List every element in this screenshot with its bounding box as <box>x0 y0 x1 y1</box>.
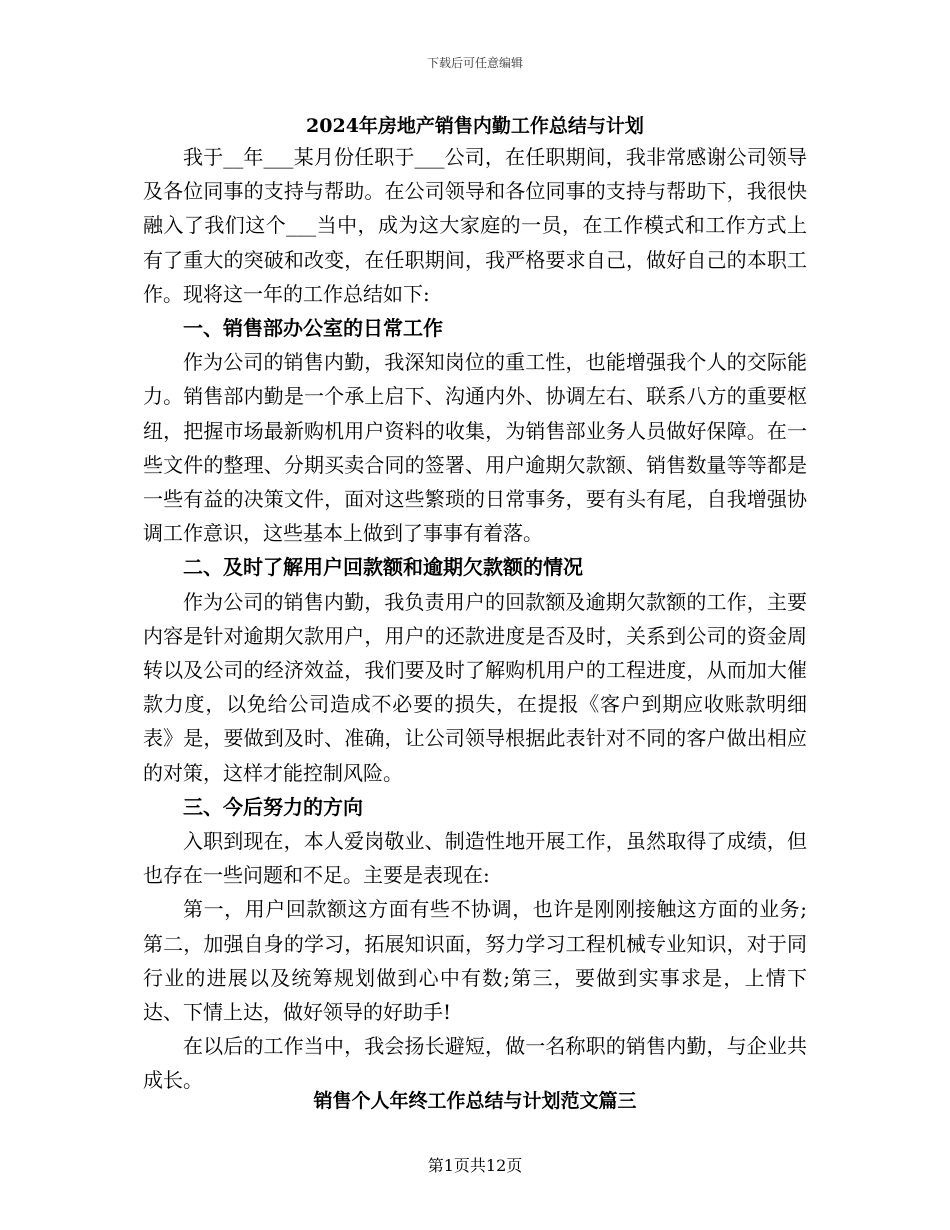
body-paragraph: 作为公司的销售内勤，我深知岗位的重工性，也能增强我个人的交际能力。销售部内勤是一个承上启下、沟通内外、协调左右、联系八方的重要枢纽，把握市场最新购机用户资料的收集，为销售部业务人员做好保障。在一些文件的整理、分期买卖合同的签署、用户逾期欠款额、销售数量等等都是一些有益的决策文件，面对这些繁琐的日常事务，要有头有尾，自我增强协调工作意识，这些基本上做到了事事有着落。 <box>143 350 807 546</box>
document-title: 2024年房地产销售内勤工作总结与计划 <box>306 115 644 137</box>
next-section-title: 销售个人年终工作总结与计划范文篇三 <box>313 1090 637 1112</box>
section-heading-3: 三、今后努力的方向 <box>183 794 363 819</box>
body-paragraph: 作为公司的销售内勤，我负责用户的回款额及逾期欠款额的工作，主要内容是针对逾期欠款用户，用户的还款进度是否及时，关系到公司的资金周转以及公司的经济效益，我们要及时了解购机用户的工程进度，从而加大催款力度，以免给公司造成不必要的损失，在提报《客户到期应收账款明细表》是，要做到及时、准确，让公司领导根据此表针对不同的客户做出相应的对策，这样才能控制风险。 <box>143 589 807 785</box>
page-number: 第1页共12页 <box>427 1156 523 1175</box>
body-paragraph: 入职到现在，本人爱岗敬业、制造性地开展工作，虽然取得了成绩，但也存在一些问题和不足。主要是表现在: <box>143 829 807 888</box>
intro-paragraph: 我于__年___某月份任职于___公司，在任职期间，我非常感谢公司领导及各位同事的支持与帮助。在公司领导和各位同事的支持与帮助下，我很快融入了我们这个___当中，成为这大家庭的一员，在工作模式和工作方式上有了重大的突破和改变，在任职期间，我严格要求自己，做好自己的本职工作。现将这一年的工作总结如下: <box>143 145 807 306</box>
body-paragraph: 在以后的工作当中，我会扬长避短，做一名称职的销售内勤，与企业共成长。 <box>143 1034 807 1093</box>
header-note: 下载后可任意编辑 <box>426 56 523 70</box>
section-heading-1: 一、销售部办公室的日常工作 <box>183 316 443 341</box>
document-body <box>143 140 807 1098</box>
body-paragraph: 第一，用户回款额这方面有些不协调，也许是刚刚接触这方面的业务;第二，加强自身的学习，拓展知识面，努力学习工程机械专业知识，对于同行业的进展以及统筹规划做到心中有数;第三，要做到实事求是，上情下达、下情上达，做好领导的好助手! <box>143 897 807 1025</box>
section-heading-2: 二、及时了解用户回款额和逾期欠款额的情况 <box>183 555 583 580</box>
